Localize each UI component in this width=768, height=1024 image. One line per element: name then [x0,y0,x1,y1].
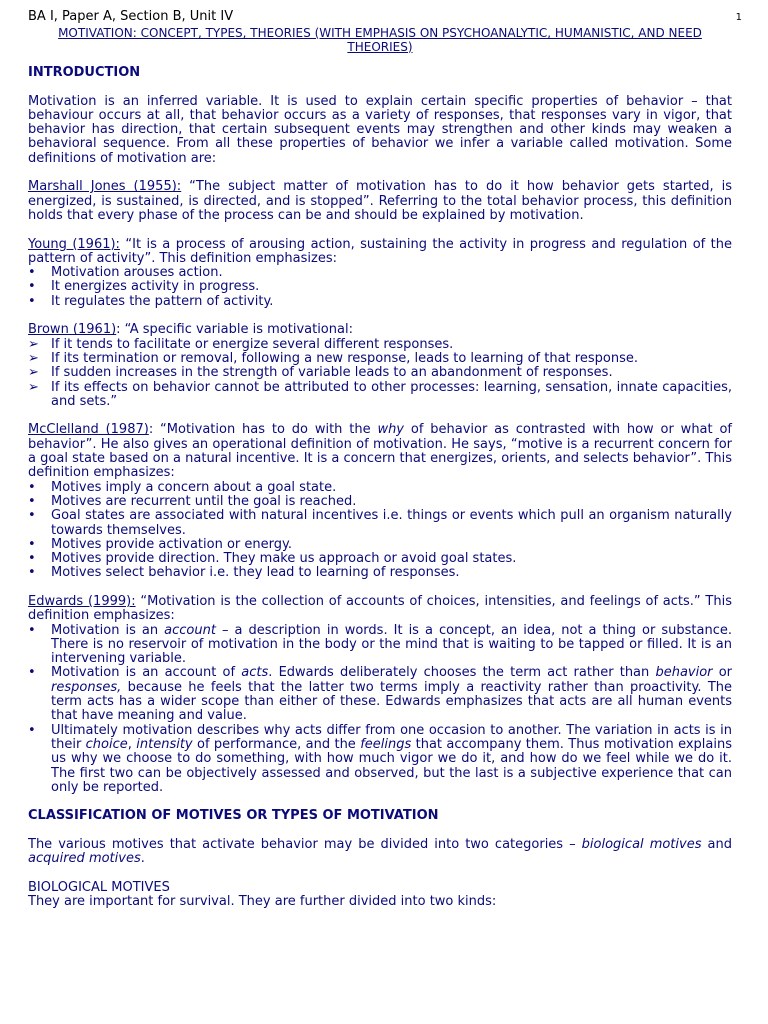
young-author: Young (1961): [28,236,120,252]
list-item: • Goal states are associated with natural incentives i.e. things or events which pull an organism naturally towards themselves. [28,508,732,538]
biological-motives-heading: BIOLOGICAL MOTIVES [28,879,170,895]
young-list [28,266,732,309]
list-item: • Ultimately motivation describes why acts differ from one occasion to another. The variation in acts is in their choice, intensity of performance, and the feelings that accompany them. Thus motivation explains us why we choose to do something, with how much vigor we do it, and how do we feel while we do it. The first two can be objectively assessed and observed, but the last is a subjective experience that can only be reported. [28,722,732,795]
list-item: • Motives select behavior i.e. they lead to learning of responses. [28,565,460,581]
mcclelland-definition: McClelland (1987): “Motivation has to do with the why of behavior as contrasted with how or what of behavior”. He also gives an operational definition of motivation. He says, “motive is a recurrent concern for a goal state based on a natural incentive. It is a concern that energizes, orients, and selects behavior”. This definition emphasizes: [28,422,732,481]
bullet-icon: • [28,551,36,567]
running-header [28,9,742,24]
list-item: • Motives are recurrent until the goal is reached. [28,493,357,509]
list-item: • It regulates the pattern of activity. [28,293,274,309]
list-item: • Motives provide direction. They make us approach or avoid goal states. [28,551,517,567]
bullet-icon: • [28,493,36,509]
list-item: • Motivation arouses action. [28,265,223,281]
document-title: MOTIVATION: CONCEPT, TYPES, THEORIES (WITH EMPHASIS ON PSYCHOANALYTIC, HUMANISTIC, AND NEED THEORIES) [58,26,702,54]
introduction-heading: INTRODUCTION [28,65,141,80]
arrow-icon: ➢ [28,336,39,352]
bullet-icon: • [28,293,36,309]
biological-motives-text: They are important for survival. They are further divided into two kinds: [28,894,497,910]
list-item: ➢ If sudden increases in the strength of variable leads to an abandonment of responses. [28,365,613,381]
list-item: • Motivation is an account of acts. Edwards deliberately chooses the term act rather than behavior or responses, because he feels that the latter two terms imply a reactivity rather than proactivity. The term acts has a wider scope than either of these. Edwards emphasizes that acts are all human events that have meaning and value. [28,665,732,724]
brown-author: Brown (1961) [28,322,117,338]
bullet-icon: • [28,279,36,295]
edwards-author: Edwards (1999): [28,593,136,609]
introduction-paragraph: Motivation is an inferred variable. It is used to explain certain specific properties of behavior – that behaviour occurs at all, that behavior occurs as a variety of responses, that responses vary in vigor, that behavior has direction, that certain subsequent events may strengthen and other kinds may weaken a behavioral sequence. From all these properties of behavior we infer a variable called motivation. Some definitions of motivation are: [28,93,732,166]
bullet-icon: • [28,622,36,638]
list-item: ➢ If it tends to facilitate or energize several different responses. [28,336,454,352]
list-item: ➢ If its termination or removal, following a new response, leads to learning of that response. [28,350,638,366]
classification-paragraph: The various motives that activate behavior may be divided into two categories – biological motives and acquired motives. [28,837,732,867]
classification-heading: CLASSIFICATION OF MOTIVES OR TYPES OF MOTIVATION [28,808,439,824]
bullet-icon: • [28,536,36,552]
bullet-icon: • [28,665,36,681]
mcclelland-list [28,481,732,581]
edwards-definition: Edwards (1999): “Motivation is the collection of accounts of choices, intensities, and feelings of acts.” This definition emphasizes: [28,593,732,624]
bullet-icon: • [28,508,36,524]
bullet-icon: • [28,722,36,738]
list-item: • It energizes activity in progress. [28,279,260,295]
jones-definition: Marshall Jones (1955): “The subject matter of motivation has to do it how behavior gets started, is energized, is sustained, is directed, and is stopped”. Referring to the total behavior process, this definition holds that every phase of the process can be and should be explained by motivation. [28,179,732,223]
list-item: • Motivation is an account – a description in words. It is a concept, an idea, not a thing or substance. There is no reservoir of motivation in the body or the mind that is waiting to be tapped or filled. It is an intervening variable. [28,622,732,667]
arrow-icon: ➢ [28,365,39,381]
edwards-list [28,624,732,796]
page-number: 1 [735,12,742,23]
mcclelland-author: McClelland (1987) [28,422,149,438]
arrow-icon: ➢ [28,379,39,395]
brown-definition: Brown (1961): “A specific variable is motivational: [28,322,353,338]
list-item: • Motives imply a concern about a goal state. [28,479,337,495]
list-item: ➢ If its effects on behavior cannot be attributed to other processes: learning, sensation, innate capacities, and sets.” [28,379,732,409]
list-item: • Motives provide activation or energy. [28,536,292,552]
young-definition: Young (1961): “It is a process of arousing action, sustaining the activity in progress and regulation of the pattern of activity”. This definition emphasizes: [28,236,733,266]
bullet-icon: • [28,479,36,495]
brown-list [28,338,732,409]
jones-author: Marshall Jones (1955): [28,179,182,195]
arrow-icon: ➢ [28,350,39,366]
bullet-icon: • [28,565,36,581]
course-label: BA I, Paper A, Section B, Unit IV [28,9,234,24]
bullet-icon: • [28,265,36,281]
